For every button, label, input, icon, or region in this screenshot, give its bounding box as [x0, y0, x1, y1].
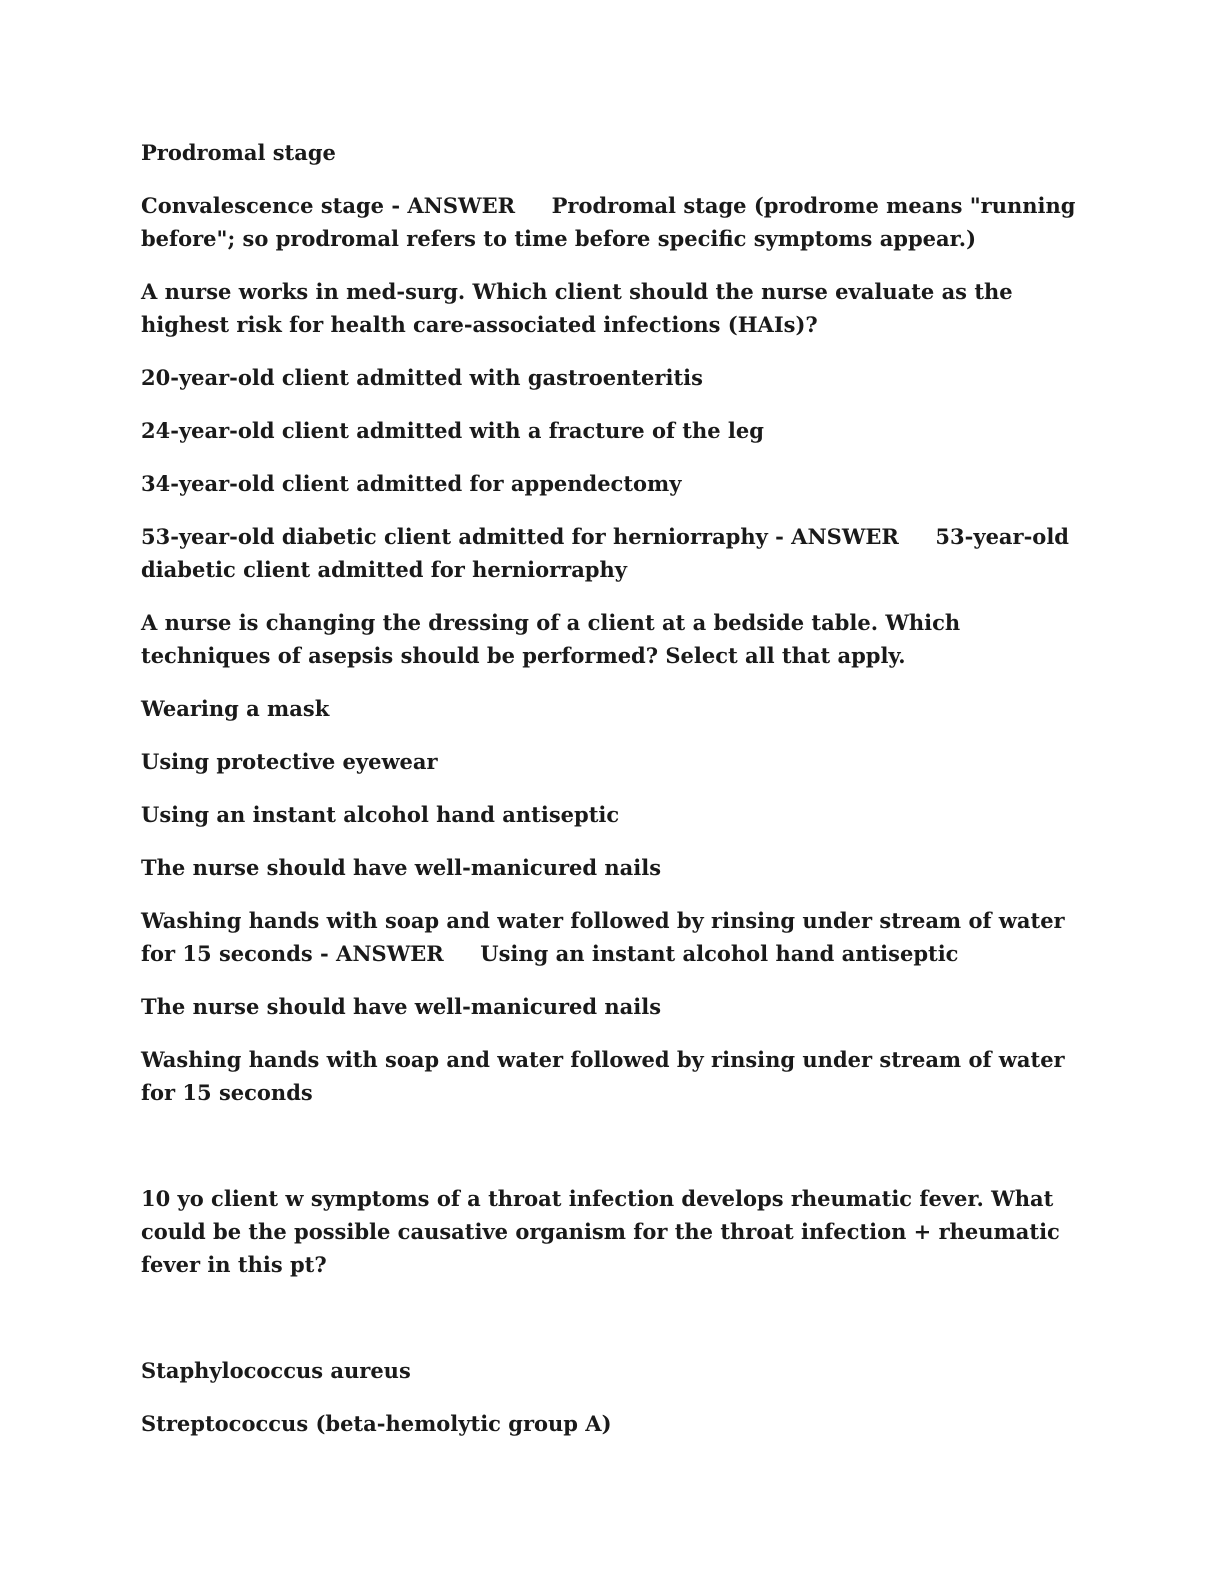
- question-paragraph: A nurse works in med-surg. Which client should the nurse evaluate as the highest risk for health care-associated infections (HAIs)?: [141, 279, 1020, 337]
- question-paragraph: A nurse is changing the dressing of a client at a bedside table. Which techniques of asepsis should be performed? Select all that apply.: [141, 610, 968, 668]
- answer-option: Using protective eyewear: [141, 749, 438, 774]
- paragraph: Prodromal stage: [141, 140, 336, 165]
- answer-option: 34-year-old client admitted for appendectomy: [141, 471, 682, 496]
- question-paragraph: 10 yo client w symptoms of a throat infection develops rheumatic fever. What could be the possible causative organism for the throat infection + rheumatic fever in this pt?: [141, 1186, 1068, 1277]
- answer-option: 20-year-old client admitted with gastroenteritis: [141, 365, 703, 390]
- answer-option: Staphylococcus aureus: [141, 1358, 411, 1383]
- answer-option: Using an instant alcohol hand antiseptic: [141, 802, 620, 827]
- answer-option: Washing hands with soap and water followed by rinsing under stream of water for 15 seconds - ANSWER Using an instant alcohol hand antiseptic: [141, 908, 1072, 966]
- answer-option: 24-year-old client admitted with a fracture of the leg: [141, 418, 764, 443]
- answer-option: The nurse should have well-manicured nails: [141, 855, 662, 880]
- answer-option: Wearing a mask: [141, 696, 330, 721]
- answer-option: Washing hands with soap and water followed by rinsing under stream of water for 15 seconds: [141, 1047, 1072, 1105]
- answer-option: Streptococcus (beta-hemolytic group A): [141, 1411, 612, 1436]
- document-body: [141, 136, 1081, 1460]
- paragraph: Convalescence stage - ANSWER Prodromal stage (prodrome means "running before"; so prodromal refers to time before specific symptoms appear.): [141, 193, 1083, 251]
- answer-option: 53-year-old diabetic client admitted for herniorraphy - ANSWER 53-year-old diabetic client admitted for herniorraphy: [141, 524, 1077, 582]
- answer-option: The nurse should have well-manicured nails: [141, 994, 662, 1019]
